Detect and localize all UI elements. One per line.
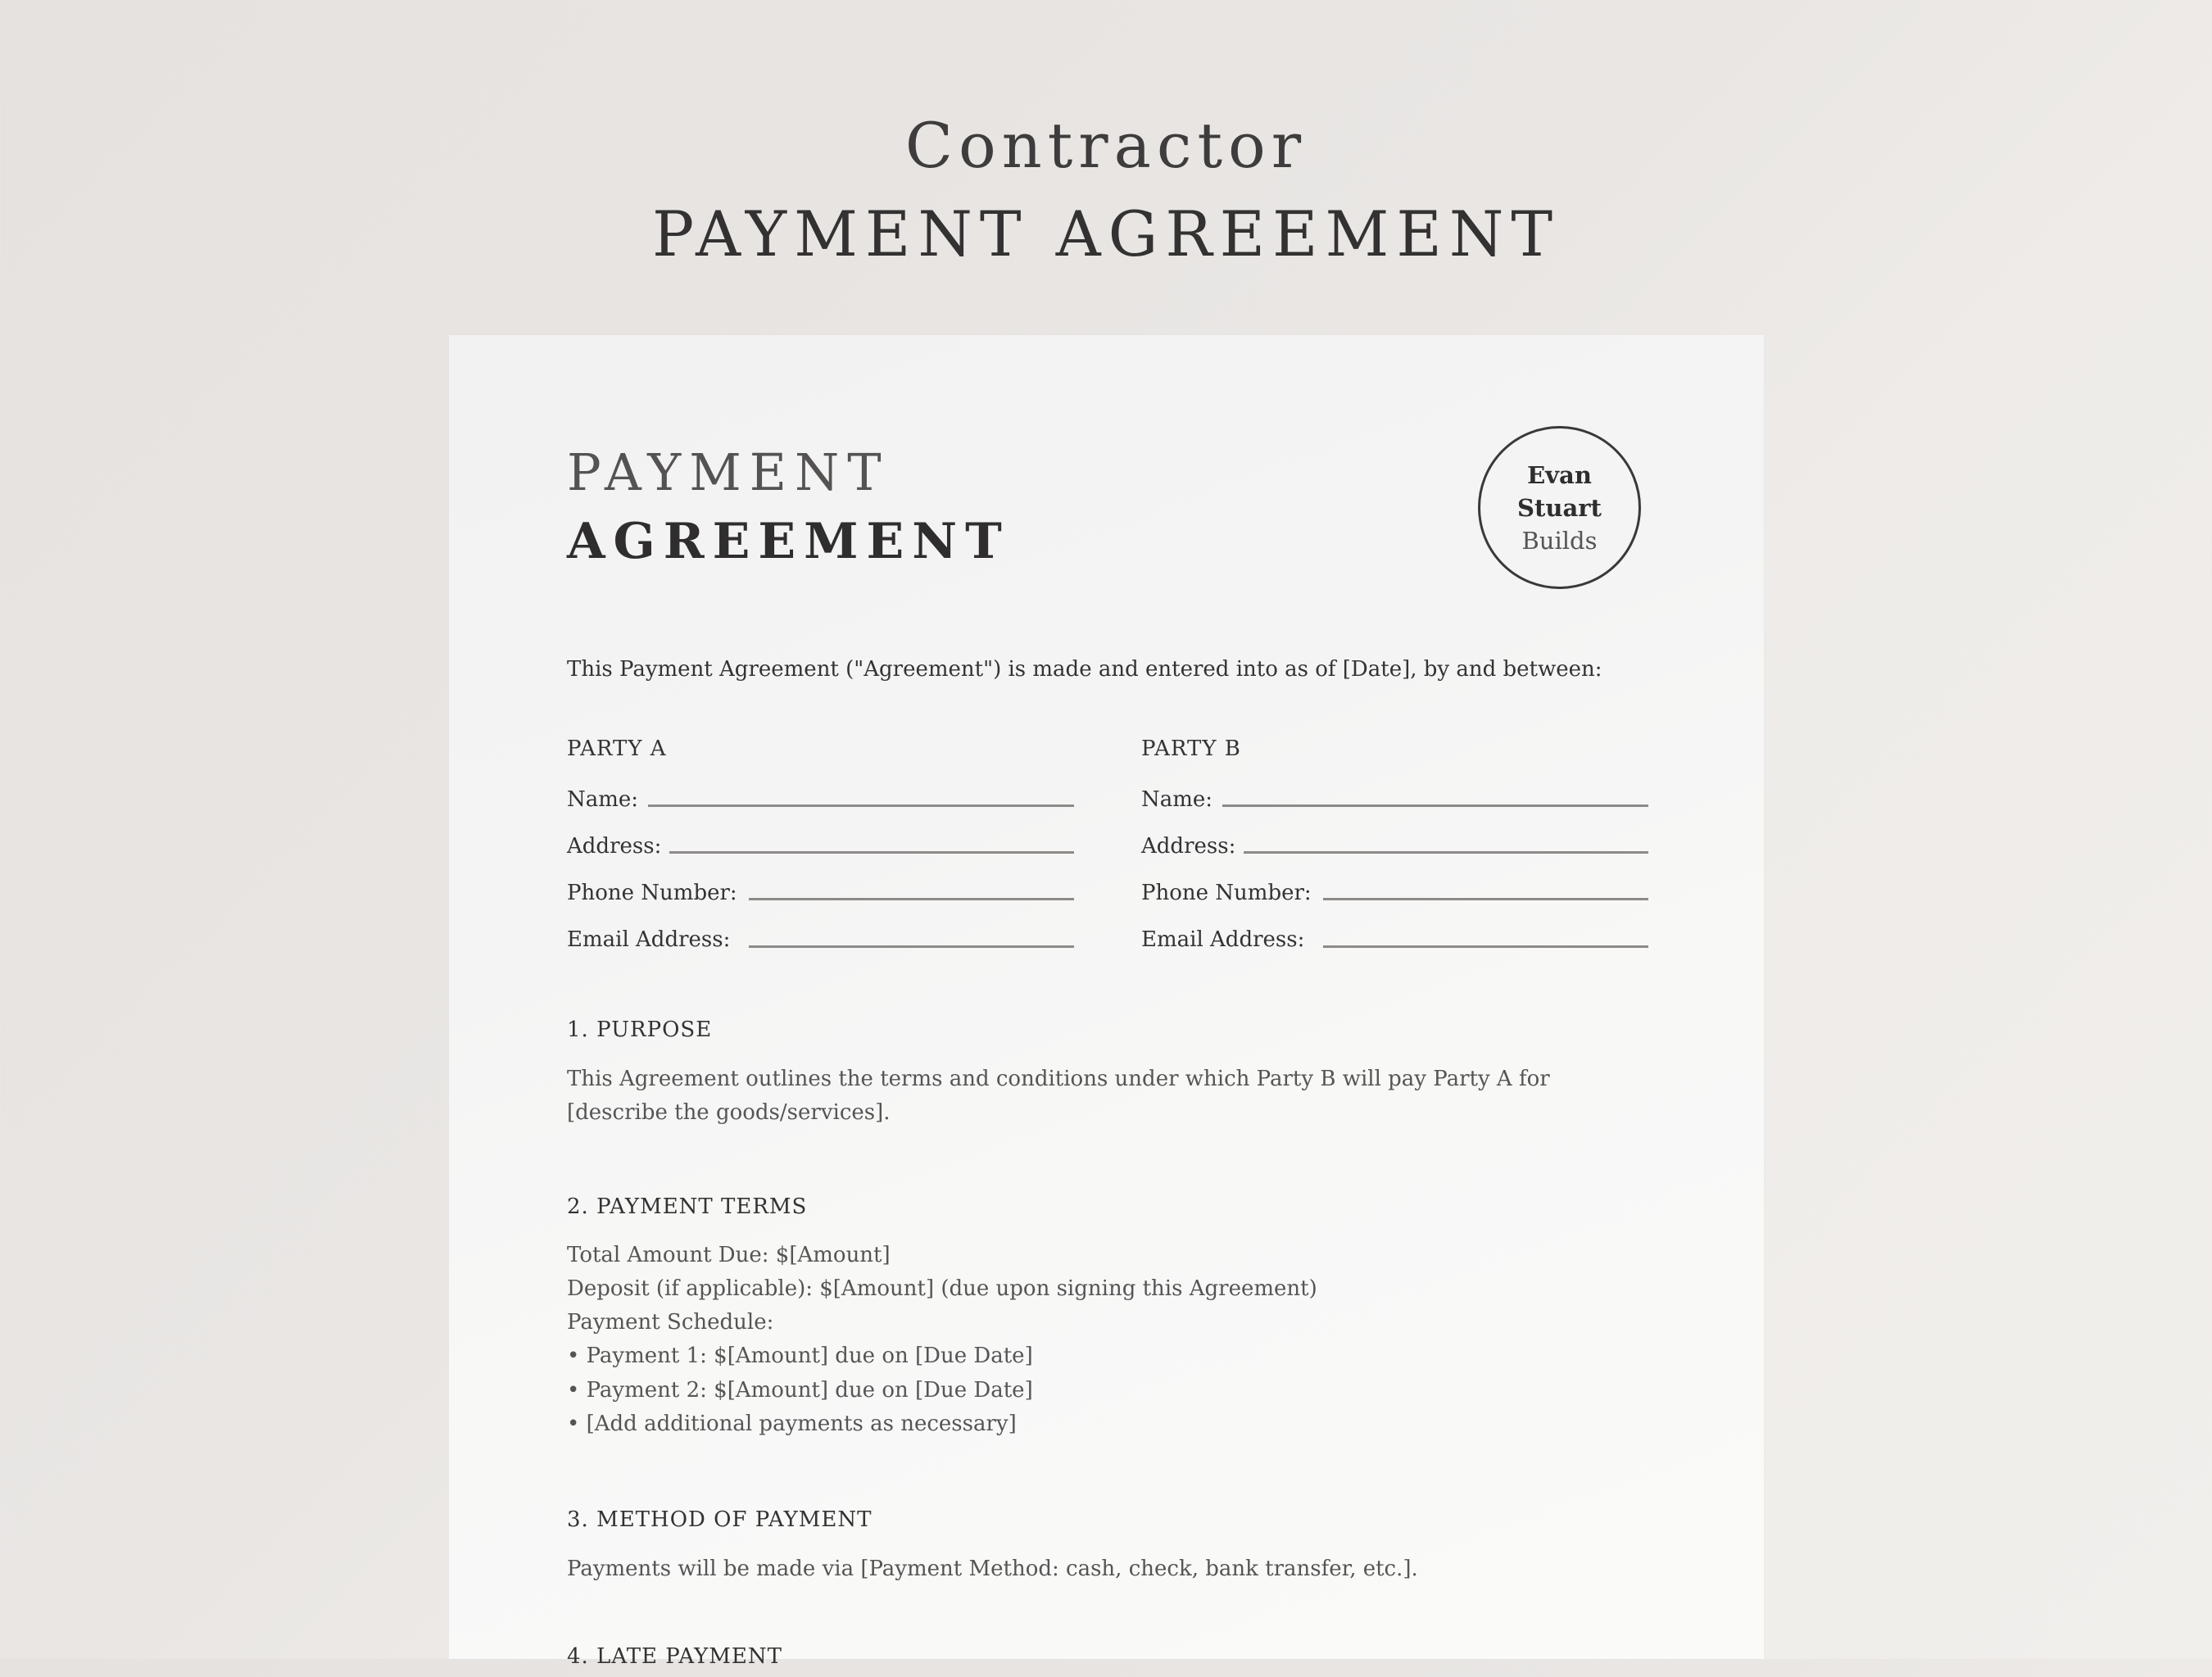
section-payment-terms-heading: 2. PAYMENT TERMS <box>567 1194 808 1219</box>
party-b-email-label: Email Address: <box>1141 927 1305 952</box>
party-a-address-field[interactable] <box>669 851 1074 854</box>
payment-terms-line: • Payment 1: $[Amount] due on [Due Date] <box>567 1344 1033 1368</box>
section-late-payment-heading: 4. LATE PAYMENT <box>567 1644 782 1669</box>
party-b-phone-field[interactable] <box>1323 898 1648 900</box>
payment-terms-line: Total Amount Due: $[Amount] <box>567 1243 891 1267</box>
party-b-address-label: Address: <box>1141 834 1236 859</box>
party-a-name-field[interactable] <box>648 805 1074 807</box>
section-purpose-text: This Agreement outlines the terms and conditions under which Party B will pay Party A for [describe the goods/services]. <box>567 1067 1550 1125</box>
party-a-name-label: Name: <box>567 787 639 812</box>
section-method-text: Payments will be made via [Payment Method: cash, check, bank transfer, etc.]. <box>567 1557 1418 1581</box>
intro-paragraph: This Payment Agreement ("Agreement") is made and entered into as of [Date], by and between: <box>567 657 1602 682</box>
document-page <box>449 335 1764 1669</box>
party-b-name-label: Name: <box>1141 787 1213 812</box>
document-title-line2: AGREEMENT <box>567 513 1010 570</box>
section-purpose-heading: 1. PURPOSE <box>567 1018 713 1042</box>
payment-terms-line: Payment Schedule: <box>567 1310 774 1335</box>
logo-line2: Stuart <box>1517 493 1602 522</box>
party-b-heading: PARTY B <box>1141 737 1241 761</box>
party-a-phone-label: Phone Number: <box>567 881 737 905</box>
party-a-email-label: Email Address: <box>567 927 731 952</box>
payment-terms-line: Deposit (if applicable): $[Amount] (due upon signing this Agreement) <box>567 1276 1317 1301</box>
logo-line1: Evan <box>1527 460 1592 489</box>
payment-terms-line: • [Add additional payments as necessary] <box>567 1412 1017 1436</box>
header-title-contractor: Contractor <box>904 109 1308 182</box>
party-b-email-field[interactable] <box>1323 945 1648 948</box>
party-b-address-field[interactable] <box>1244 851 1648 854</box>
party-a-address-label: Address: <box>567 834 662 859</box>
header-title-payment-agreement: PAYMENT AGREEMENT <box>651 197 1561 270</box>
party-b-phone-label: Phone Number: <box>1141 881 1312 905</box>
company-logo <box>1478 426 1641 589</box>
party-a-heading: PARTY A <box>567 737 667 761</box>
section-method-heading: 3. METHOD OF PAYMENT <box>567 1507 873 1532</box>
document-title-line1: PAYMENT <box>567 442 890 502</box>
logo-line3: Builds <box>1521 526 1598 555</box>
party-a-phone-field[interactable] <box>749 898 1074 900</box>
party-a-email-field[interactable] <box>749 945 1074 948</box>
party-b-name-field[interactable] <box>1222 805 1648 807</box>
payment-terms-line: • Payment 2: $[Amount] due on [Due Date] <box>567 1378 1033 1403</box>
